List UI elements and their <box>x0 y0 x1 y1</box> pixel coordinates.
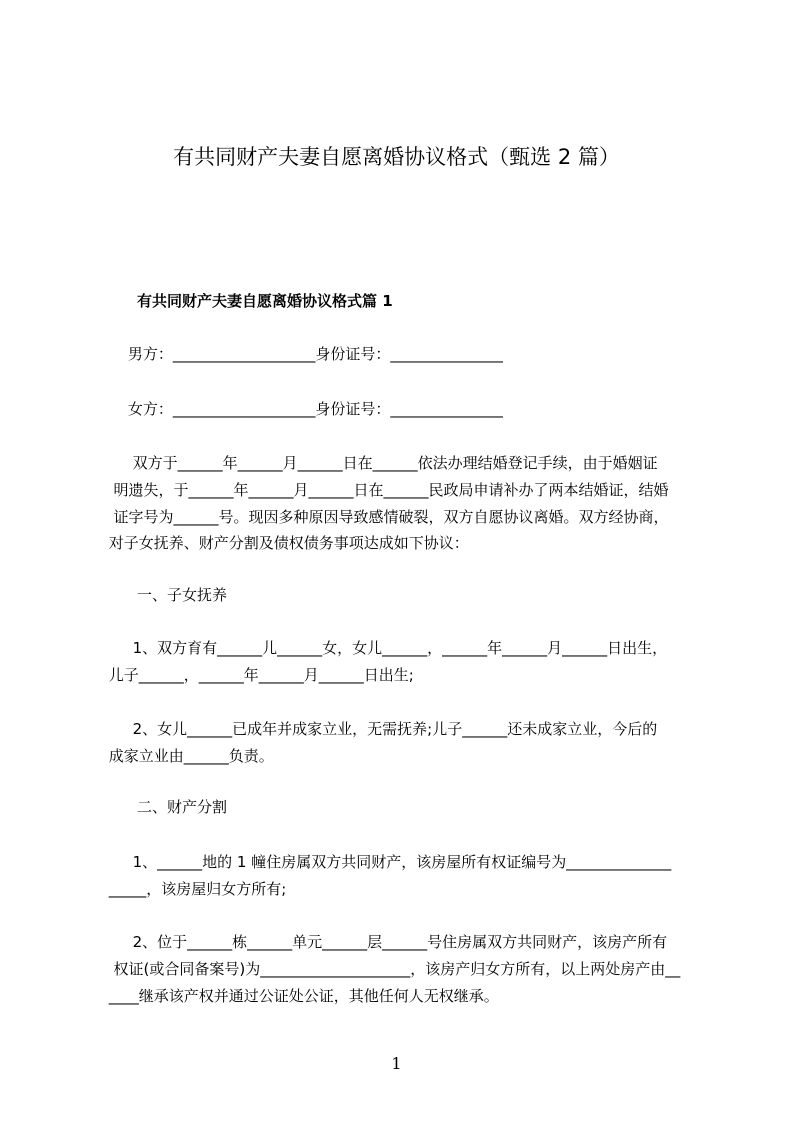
custody-item-1-line-2: 儿子______，______年______月______日出生; <box>104 666 414 684</box>
male-party-line: 男方：___________________身份证号：_______________ <box>104 345 503 363</box>
female-party-line: 女方：___________________身份证号：_______________ <box>104 400 503 418</box>
property-item-2-line-1: 2、位于______栋______单元______层______号住房属双方共同财产，该房产所有 <box>104 933 668 951</box>
intro-line-3: 证字号为______号。现因多种原因导致感情破裂，双方自愿协议离婚。双方经协商， <box>104 508 669 526</box>
intro-line-1: 双方于______年______月______日在______依法办理结婚登记手续，由于婚姻证 <box>104 454 658 472</box>
document-title: 有共同财产夫妻自愿离婚协议格式（甄选 2 篇） <box>173 145 620 169</box>
custody-item-2-line-2: 成家立业由______负责。 <box>104 747 274 765</box>
custody-item-1-line-1: 1、双方育有______儿______女，女儿______，______年______月______日出生， <box>104 639 668 657</box>
property-item-2-line-2: 权证(或合同备案号)为____________________，该房产归女方所有，以上两处房产由__ <box>104 960 681 978</box>
property-item-1-line-2: _____，该房屋归女方所有; <box>104 880 287 898</box>
heading-property-division: 二、财产分割 <box>137 798 228 816</box>
section-title: 有共同财产夫妻自愿离婚协议格式篇 1 <box>137 292 393 310</box>
custody-item-2-line-1: 2、女儿______已成年并成家立业，无需抚养;儿子______还未成家立业，今后的 <box>104 720 658 738</box>
page-number: 1 <box>391 1054 402 1073</box>
intro-line-4: 对子女抚养、财产分割及债权债务事项达成如下协议： <box>104 534 469 552</box>
intro-line-2: 明遗失，于______年______月______日在______民政局申请补办了两本结婚证，结婚 <box>104 481 669 499</box>
heading-child-custody: 一、子女抚养 <box>137 586 228 604</box>
property-item-2-line-3: ____继承该产权并通过公证处公证，其他任何人无权继承。 <box>104 987 499 1005</box>
property-item-1-line-1: 1、______地的 1 幢住房属双方共同财产，该房屋所有权证编号为______________ <box>104 853 672 871</box>
